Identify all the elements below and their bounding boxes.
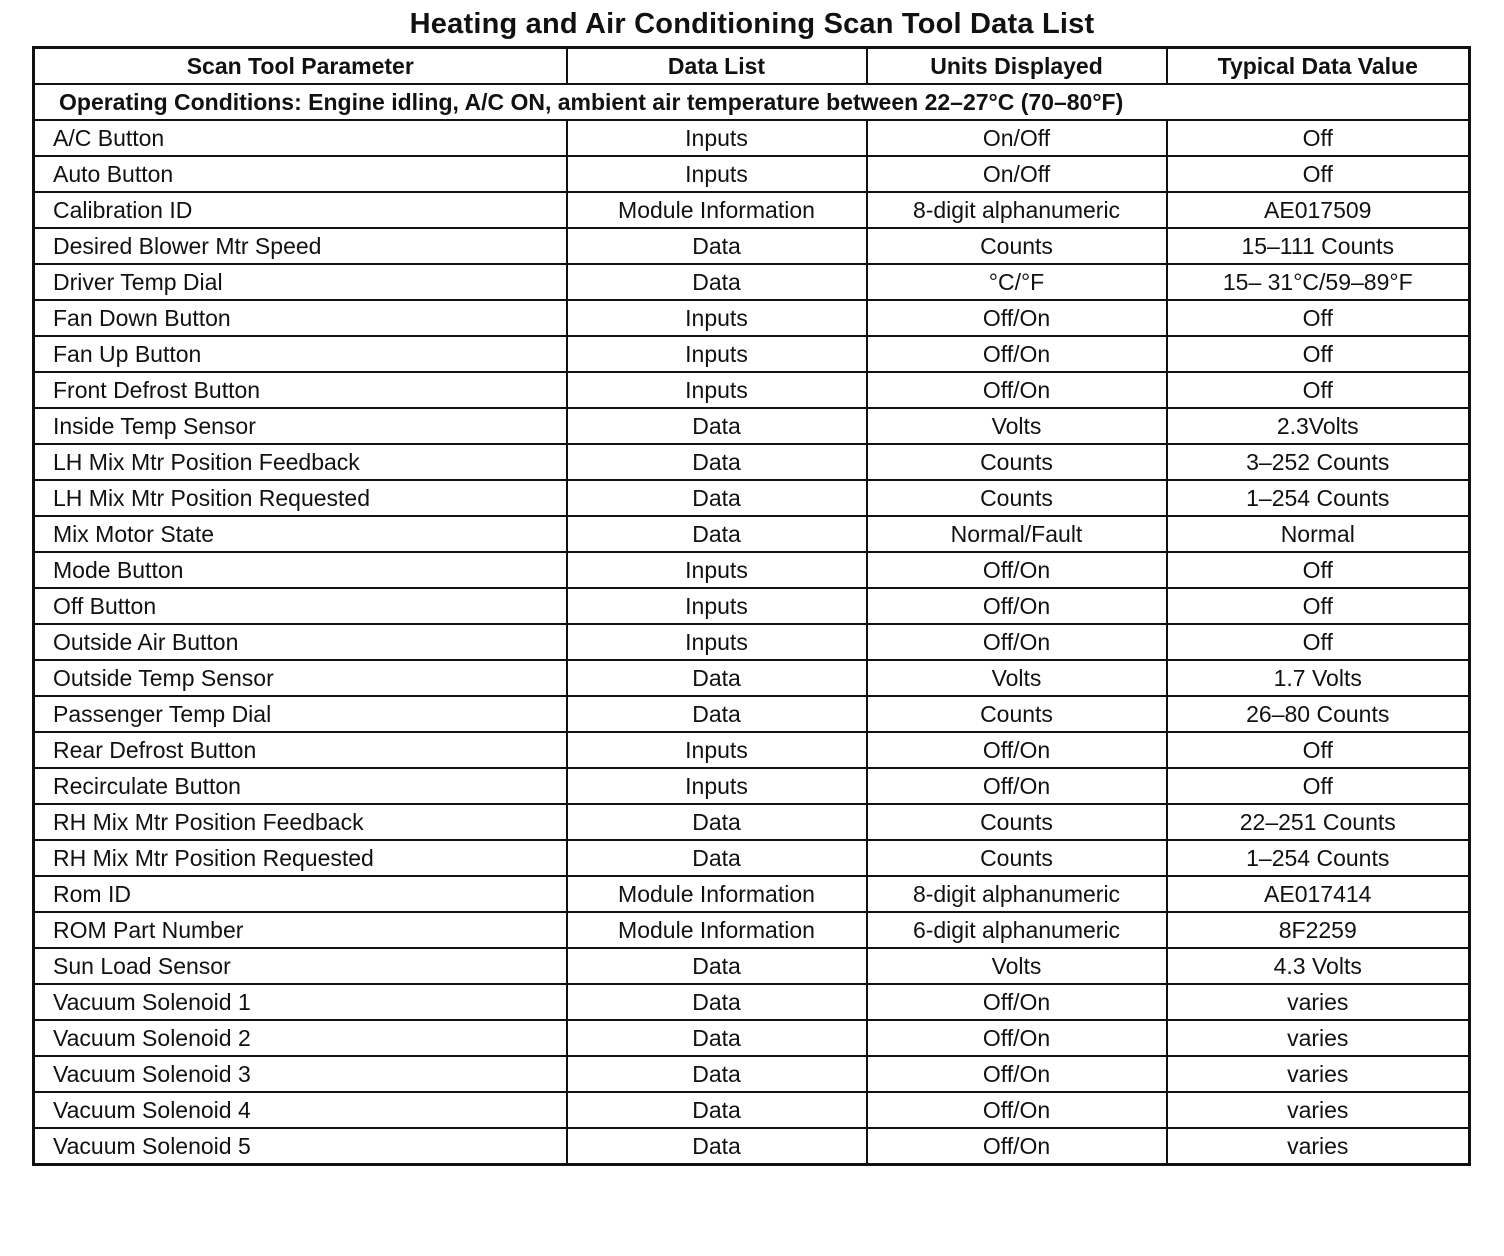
parameter-cell: Vacuum Solenoid 5 [34,1128,567,1165]
data-list-cell: Data [567,804,867,840]
parameter-cell: LH Mix Mtr Position Feedback [34,444,567,480]
data-list-cell: Data [567,1056,867,1092]
typical-value-cell: AE017414 [1167,876,1470,912]
table-row [34,696,1470,732]
parameter-cell: Vacuum Solenoid 1 [34,984,567,1020]
parameter-cell: A/C Button [34,120,567,156]
table-row [34,840,1470,876]
parameter-cell: Inside Temp Sensor [34,408,567,444]
units-cell: Off/On [867,1128,1167,1165]
units-cell: 8-digit alphanumeric [867,876,1167,912]
parameter-cell: ROM Part Number [34,912,567,948]
units-cell: 8-digit alphanumeric [867,192,1167,228]
parameter-cell: Calibration ID [34,192,567,228]
units-cell: Off/On [867,1092,1167,1128]
units-cell: Off/On [867,624,1167,660]
typical-value-cell: Off [1167,336,1470,372]
table-row [34,1056,1470,1092]
data-list-cell: Module Information [567,192,867,228]
table-row [34,660,1470,696]
data-list-cell: Inputs [567,120,867,156]
typical-value-cell: Off [1167,372,1470,408]
units-cell: °C/°F [867,264,1167,300]
typical-value-cell: Off [1167,732,1470,768]
data-list-cell: Data [567,1092,867,1128]
table-row [34,300,1470,336]
units-cell: Off/On [867,300,1167,336]
units-cell: Volts [867,660,1167,696]
parameter-cell: Mode Button [34,552,567,588]
header-row [34,48,1470,85]
units-cell: Counts [867,444,1167,480]
parameter-cell: Fan Down Button [34,300,567,336]
data-list-cell: Data [567,1128,867,1165]
data-list-cell: Inputs [567,588,867,624]
data-list-cell: Data [567,444,867,480]
units-cell: Off/On [867,1020,1167,1056]
table-row [34,228,1470,264]
data-list-cell: Data [567,264,867,300]
parameter-cell: Outside Air Button [34,624,567,660]
table-row [34,444,1470,480]
typical-value-cell: 2.3Volts [1167,408,1470,444]
units-cell: Volts [867,948,1167,984]
table-header [34,48,1470,85]
parameter-cell: Recirculate Button [34,768,567,804]
units-cell: Off/On [867,768,1167,804]
typical-value-cell: 1–254 Counts [1167,840,1470,876]
data-list-cell: Data [567,840,867,876]
data-list-cell: Inputs [567,768,867,804]
units-cell: Off/On [867,336,1167,372]
units-cell: Off/On [867,732,1167,768]
data-list-cell: Inputs [567,336,867,372]
table-row [34,624,1470,660]
table-row [34,408,1470,444]
typical-value-cell: 1.7 Volts [1167,660,1470,696]
data-list-cell: Inputs [567,300,867,336]
typical-value-cell: 26–80 Counts [1167,696,1470,732]
table-row [34,948,1470,984]
table-row [34,1092,1470,1128]
table-row [34,156,1470,192]
table-row [34,588,1470,624]
units-cell: Counts [867,840,1167,876]
typical-value-cell: varies [1167,1056,1470,1092]
typical-value-cell: Off [1167,552,1470,588]
header-typical-data-value: Typical Data Value [1167,48,1470,85]
table-row [34,732,1470,768]
table-row [34,516,1470,552]
header-units-displayed: Units Displayed [867,48,1167,85]
units-cell: Normal/Fault [867,516,1167,552]
table-row [34,912,1470,948]
parameter-cell: Off Button [34,588,567,624]
typical-value-cell: Off [1167,768,1470,804]
units-cell: Counts [867,696,1167,732]
header-scan-tool-parameter: Scan Tool Parameter [34,48,567,85]
typical-value-cell: 4.3 Volts [1167,948,1470,984]
typical-value-cell: 1–254 Counts [1167,480,1470,516]
typical-value-cell: varies [1167,1092,1470,1128]
table-row [34,1128,1470,1165]
parameter-cell: RH Mix Mtr Position Feedback [34,804,567,840]
typical-value-cell: Normal [1167,516,1470,552]
typical-value-cell: 3–252 Counts [1167,444,1470,480]
table-row [34,192,1470,228]
parameter-cell: Rom ID [34,876,567,912]
typical-value-cell: Off [1167,300,1470,336]
parameter-cell: Outside Temp Sensor [34,660,567,696]
typical-value-cell: Off [1167,156,1470,192]
typical-value-cell: 15–111 Counts [1167,228,1470,264]
parameter-cell: Sun Load Sensor [34,948,567,984]
typical-value-cell: 15– 31°C/59–89°F [1167,264,1470,300]
typical-value-cell: Off [1167,624,1470,660]
units-cell: Off/On [867,588,1167,624]
header-data-list: Data List [567,48,867,85]
parameter-cell: Auto Button [34,156,567,192]
scan-tool-data-table [32,46,1471,1166]
typical-value-cell: varies [1167,1128,1470,1165]
table-body [34,84,1470,1165]
page-title: Heating and Air Conditioning Scan Tool Data List [409,8,1095,40]
units-cell: Counts [867,480,1167,516]
data-list-cell: Data [567,984,867,1020]
typical-value-cell: AE017509 [1167,192,1470,228]
parameter-cell: LH Mix Mtr Position Requested [34,480,567,516]
table-row [34,768,1470,804]
data-list-cell: Inputs [567,372,867,408]
data-list-cell: Data [567,516,867,552]
parameter-cell: Vacuum Solenoid 3 [34,1056,567,1092]
typical-value-cell: 22–251 Counts [1167,804,1470,840]
data-list-cell: Inputs [567,624,867,660]
table-row [34,1020,1470,1056]
table-row [34,336,1470,372]
units-cell: Counts [867,228,1167,264]
units-cell: Off/On [867,1056,1167,1092]
parameter-cell: Fan Up Button [34,336,567,372]
table-row [34,120,1470,156]
table-row [34,876,1470,912]
table-row [34,984,1470,1020]
data-list-cell: Data [567,660,867,696]
data-list-cell: Module Information [567,876,867,912]
parameter-cell: Passenger Temp Dial [34,696,567,732]
data-list-cell: Data [567,228,867,264]
table-row [34,804,1470,840]
units-cell: Off/On [867,984,1167,1020]
data-list-cell: Inputs [567,156,867,192]
typical-value-cell: varies [1167,1020,1470,1056]
table-row [34,264,1470,300]
typical-value-cell: Off [1167,588,1470,624]
operating-conditions: Operating Conditions: Engine idling, A/C ON, ambient air temperature between 22–27°C (70–80°F) [34,84,1470,120]
table-row [34,372,1470,408]
parameter-cell: Vacuum Solenoid 4 [34,1092,567,1128]
data-list-cell: Module Information [567,912,867,948]
units-cell: Off/On [867,552,1167,588]
data-list-cell: Inputs [567,732,867,768]
units-cell: On/Off [867,156,1167,192]
table-row [34,552,1470,588]
table-row [34,480,1470,516]
parameter-cell: Vacuum Solenoid 2 [34,1020,567,1056]
units-cell: On/Off [867,120,1167,156]
units-cell: Counts [867,804,1167,840]
units-cell: 6-digit alphanumeric [867,912,1167,948]
parameter-cell: Driver Temp Dial [34,264,567,300]
data-list-cell: Inputs [567,552,867,588]
data-list-cell: Data [567,480,867,516]
data-list-cell: Data [567,1020,867,1056]
data-list-cell: Data [567,948,867,984]
typical-value-cell: Off [1167,120,1470,156]
units-cell: Volts [867,408,1167,444]
parameter-cell: Rear Defrost Button [34,732,567,768]
units-cell: Off/On [867,372,1167,408]
data-list-cell: Data [567,408,867,444]
operating-conditions-row [34,84,1470,120]
data-list-cell: Data [567,696,867,732]
typical-value-cell: 8F2259 [1167,912,1470,948]
parameter-cell: RH Mix Mtr Position Requested [34,840,567,876]
parameter-cell: Desired Blower Mtr Speed [34,228,567,264]
parameter-cell: Mix Motor State [34,516,567,552]
parameter-cell: Front Defrost Button [34,372,567,408]
typical-value-cell: varies [1167,984,1470,1020]
